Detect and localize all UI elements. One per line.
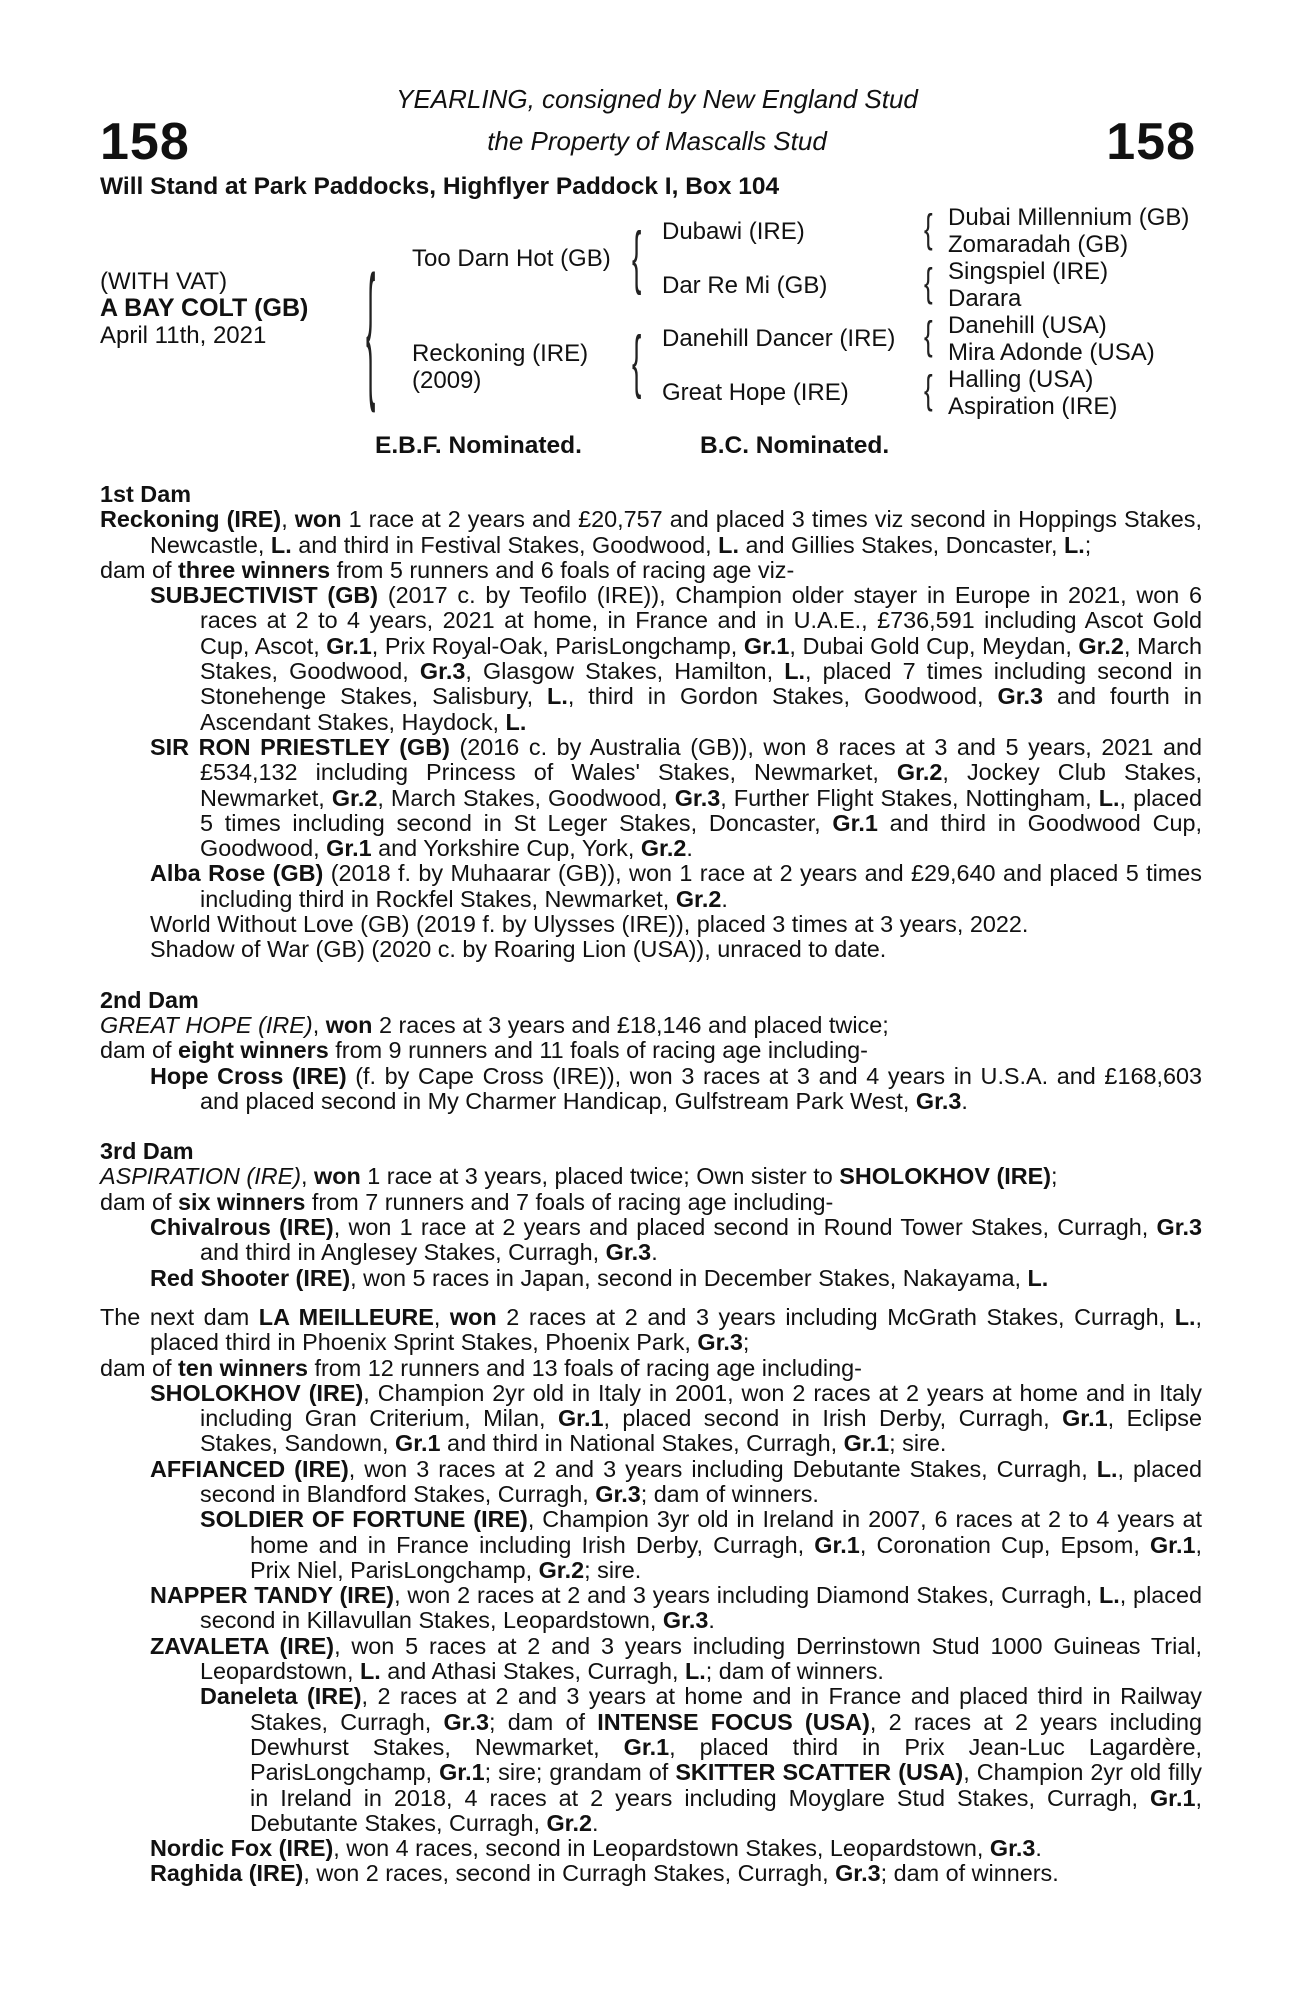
lot-number-right: 158 <box>1106 113 1196 171</box>
pedigree-brace-sire: { <box>632 218 642 296</box>
sire: Too Darn Hot (GB) <box>412 245 611 272</box>
produce-hope-cross: Hope Cross (IRE) (f. by Cape Cross (IRE)), won 3 races at 3 and 4 years in U.S.A. and £168,603 and placed second in My Charmer Handicap, Gulfstream Park West, Gr.3. <box>150 1062 1202 1114</box>
produce-soldier-of-fortune: SOLDIER OF FORTUNE (IRE), Champion 3yr old in Ireland in 2007, 6 races at 2 to 4 years at home and in France including Irish Derby, Curragh, Gr.1, Coronation Cup, Epsom, Gr.1, Prix Niel, ParisLongchamp, Gr.2; sire. <box>200 1506 1202 1583</box>
ebf-nomination: E.B.F. Nominated. <box>375 432 582 459</box>
pedigree-brace-g3: { <box>924 312 933 359</box>
pedigree-brace-g1: { <box>924 205 933 252</box>
bc-nomination: B.C. Nominated. <box>700 432 890 459</box>
second-dam-produce: dam of eight winners from 9 runners and 11 foals of racing age including- <box>100 1037 868 1064</box>
stable-location: Will Stand at Park Paddocks, Highflyer Paddock I, Box 104 <box>100 173 780 200</box>
ancestor-4: Darara <box>948 285 1022 312</box>
pedigree-brace-main: { <box>366 246 376 414</box>
third-dam-produce: dam of six winners from 7 runners and 7 foals of racing age including- <box>100 1188 834 1215</box>
ancestor-1: Dubai Millennium (GB) <box>948 204 1190 231</box>
sire-sire: Dubawi (IRE) <box>662 218 805 245</box>
vat-note: (WITH VAT) <box>100 268 228 295</box>
first-dam-heading: 1st Dam <box>100 481 192 507</box>
produce-napper-tandy: NAPPER TANDY (IRE), won 2 races at 2 and 3 years including Diamond Stakes, Curragh, L., placed second in Killavullan Stakes, Leopardstown, Gr.3. <box>150 1582 1202 1634</box>
ancestor-6: Mira Adonde (USA) <box>948 339 1155 366</box>
second-dam-heading: 2nd Dam <box>100 986 199 1013</box>
lot-number-left: 158 <box>100 113 190 171</box>
ancestor-2: Zomaradah (GB) <box>948 231 1129 258</box>
produce-world-without-love: World Without Love (GB) (2019 f. by Ulysses (IRE)), placed 3 times at 3 years, 2022. <box>150 911 1029 938</box>
ancestor-8: Aspiration (IRE) <box>948 393 1118 420</box>
ancestor-5: Danehill (USA) <box>948 312 1107 339</box>
produce-raghida: Raghida (IRE), won 2 races, second in Curragh Stakes, Curragh, Gr.3; dam of winners. <box>150 1860 1059 1887</box>
produce-chivalrous: Chivalrous (IRE), won 1 race at 2 years and placed second in Round Tower Stakes, Curragh, Gr.3 and third in Anglesey Stakes, Curragh, Gr.3. <box>150 1214 1203 1266</box>
produce-red-shooter: Red Shooter (IRE), won 5 races in Japan, second in December Stakes, Nakayama, L. <box>150 1264 1049 1291</box>
produce-alba-rose: Alba Rose (GB) (2018 f. by Muhaarar (GB)), won 1 race at 2 years and £29,640 and placed 5 times including third in Rockfel Stakes, Newmarket, Gr.2. <box>150 860 1202 912</box>
third-dam-record: ASPIRATION (IRE), won 1 race at 3 years, placed twice; Own sister to SHOLOKHOV (IRE); <box>100 1163 1058 1190</box>
produce-zavaleta: ZAVALETA (IRE), won 5 races at 2 and 3 years including Derrinstown Stud 1000 Guineas Trial, Leopardstown, L. and Athasi Stakes, Curragh, L.; dam of winners. <box>150 1632 1202 1685</box>
ancestor-3: Singspiel (IRE) <box>948 258 1109 285</box>
produce-shadow-of-war: Shadow of War (GB) (2020 c. by Roaring Lion (USA)), unraced to date. <box>150 936 887 963</box>
horse-name: A BAY COLT (GB) <box>100 294 309 322</box>
dam-year: (2009) <box>412 367 482 394</box>
first-dam-record: Reckoning (IRE), won 1 race at 2 years and £20,757 and placed 3 times viz second in Hoppings Stakes, Newcastle, L. and third in Festival Stakes, Goodwood, L. and Gillies Stakes, Doncaster, L.; <box>100 506 1203 558</box>
produce-sholokhov: SHOLOKHOV (IRE), Champion 2yr old in Italy in 2001, won 2 races at 2 years at home and in Italy including Gran Criterium, Milan, Gr.1, placed second in Irish Derby, Curragh, Gr.1, Eclipse Stakes, Sandown, Gr.1 and third in National Stakes, Curragh, Gr.1; sire. <box>150 1379 1202 1457</box>
pedigree-brace-g2: { <box>924 259 933 306</box>
consignor-line: YEARLING, consigned by New England Stud <box>396 84 918 114</box>
produce-sir-ron-priestley: SIR RON PRIESTLEY (GB) (2016 c. by Australia (GB)), won 8 races at 3 and 5 years, 2021 and £534,132 including Princess of Wales' Stakes, Newmarket, Gr.2, Jockey Club Stakes, Newmarket, Gr.2, March Stakes, Goodwood, Gr.3, Further Flight Stakes, Nottingham, L., placed 5 times including second in St Leger Stakes, Doncaster, Gr.1 and third in Goodwood Cup, Goodwood, Gr.1 and Yorkshire Cup, York, Gr.2. <box>150 733 1203 862</box>
second-dam-record: GREAT HOPE (IRE), won 2 races at 3 years and £18,146 and placed twice; <box>100 1011 889 1038</box>
dam-dam: Great Hope (IRE) <box>662 379 849 406</box>
foaling-date: April 11th, 2021 <box>100 322 267 349</box>
third-dam-heading: 3rd Dam <box>100 1138 194 1165</box>
sire-dam: Dar Re Mi (GB) <box>662 272 828 299</box>
next-dam-produce: dam of ten winners from 12 runners and 13 foals of racing age including- <box>100 1354 862 1381</box>
produce-daneleta: Daneleta (IRE), 2 races at 2 and 3 years at home and in France and placed third in Railway Stakes, Curragh, Gr.3; dam of INTENSE FOCUS (USA), 2 races at 2 years including Dewhurst Stakes, Newmarket, Gr.1, placed third in Prix Jean-Luc Lagardère, ParisLongchamp, Gr.1; sire; grandam of SKITTER SCATTER (USA), Champion 2yr old filly in Ireland in 2018, 4 races at 2 years including Moyglare Stud Stakes, Curragh, Gr.1, Debutante Stakes, Curragh, Gr.2. <box>200 1683 1202 1836</box>
produce-affianced: AFFIANCED (IRE), won 3 races at 2 and 3 years including Debutante Stakes, Curragh, L., placed second in Blandford Stakes, Curragh, Gr.3; dam of winners. <box>150 1455 1202 1507</box>
catalogue-body <box>100 482 1202 1887</box>
property-line: the Property of Mascalls Stud <box>487 126 827 156</box>
dam-sire: Danehill Dancer (IRE) <box>662 325 896 352</box>
produce-subjectivist: SUBJECTIVIST (GB) (2017 c. by Teofilo (IRE)), Champion older stayer in Europe in 2021, won 6 races at 2 to 4 years, 2021 at home, in France and in U.A.E., £736,591 including Ascot Gold Cup, Ascot, Gr.1, Prix Royal-Oak, ParisLongchamp, Gr.1, Dubai Gold Cup, Meydan, Gr.2, March Stakes, Goodwood, Gr.3, Glasgow Stakes, Hamilton, L., placed 7 times including second in Stonehenge Stakes, Salisbury, L., third in Gordon Stakes, Goodwood, Gr.3 and fourth in Ascendant Stakes, Haydock, L. <box>150 582 1203 735</box>
next-dam-record: The next dam LA MEILLEURE, won 2 races at 2 and 3 years including McGrath Stakes, Curragh, L., placed third in Phoenix Sprint Stakes, Phoenix Park, Gr.3; <box>100 1303 1203 1356</box>
ancestor-7: Halling (USA) <box>948 366 1094 393</box>
produce-nordic-fox: Nordic Fox (IRE), won 4 races, second in Leopardstown Stakes, Leopardstown, Gr.3. <box>150 1835 1042 1862</box>
pedigree-brace-dam: { <box>632 322 642 400</box>
pedigree-brace-g4: { <box>924 366 933 413</box>
dam: Reckoning (IRE) <box>412 340 589 367</box>
first-dam-produce: dam of three winners from 5 runners and 6 foals of racing age viz- <box>100 556 795 583</box>
